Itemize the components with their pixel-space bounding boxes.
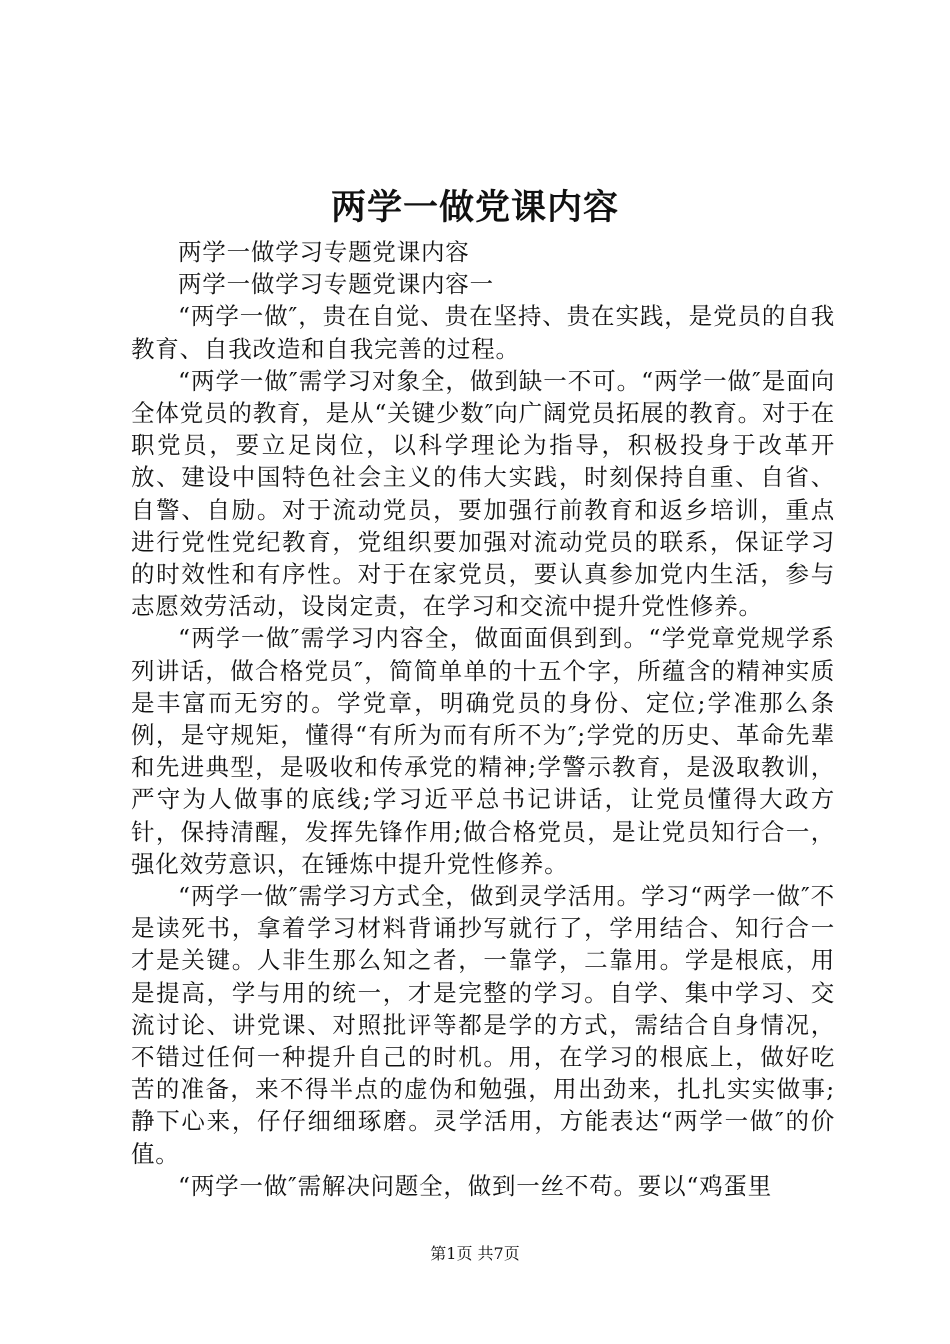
paragraph: “两学一做″需学习方式全，做到灵学活用。学习“两学一做″不是读死书，拿着学习材料背诵抄写就行了，学用结合、知行合一才是关键。人非生那么知之者，一靠学，二靠用。学是根底，用是提高，学与用的统一，才是完整的学习。自学、集中学习、交流讨论、讲党课、对照批评等都是学的方式，需结合自身情况，不错过任何一种提升自己的时机。用，在学习的根底上，做好吃苦的准备，来不得半点的虚伪和勉强，用出劲来，扎扎实实做事;静下心来，仔仔细细琢磨。灵学活用，方能表达“两学一做″的价值。 xyxy=(131,882,835,1168)
paragraph: “两学一做″需学习对象全，做到缺一不可。“两学一做″是面向全体党员的教育，是从“关键少数″向广阔党员拓展的教育。对于在职党员，要立足岗位，以科学理论为指导，积极投身于改革开放、建设中国特色社会主义的伟大实践，时刻保持自重、自省、自警、自励。对于流动党员，要加强行前教育和返乡培训，重点进行党性党纪教育，党组织要加强对流动党员的联系，保证学习的时效性和有序性。对于在家党员，要认真参加党内生活，参与志愿效劳活动，设岗定责，在学习和交流中提升党性修养。 xyxy=(131,366,835,621)
paragraph: 两学一做学习专题党课内容 xyxy=(178,238,470,266)
paragraph: “两学一做″需学习内容全，做面面俱到到。“学党章党规学系列讲话，做合格党员″，简简单单的十五个字，所蕴含的精神实质是丰富而无穷的。学党章，明确党员的身份、定位;学准那么条例，是守规矩，懂得“有所为而有所不为″;学党的历史、革命先辈和先进典型，是吸收和传承党的精神;学警示教育，是汲取教训，严守为人做事的底线;学习近平总书记讲话，让党员懂得大政方针，保持清醒，发挥先锋作用;做合格党员，是让党员知行合一，强化效劳意识，在锤炼中提升党性修养。 xyxy=(131,624,835,878)
paragraph: “两学一做″需解决问题全，做到一丝不苟。要以“鸡蛋里 xyxy=(178,1171,773,1200)
document-title: 两学一做党课内容 xyxy=(330,187,619,228)
document-body xyxy=(131,236,835,1202)
page-footer: 第1页 共7页 xyxy=(430,1244,520,1263)
paragraph: 两学一做学习专题党课内容一 xyxy=(178,270,494,299)
paragraph: “两学一做″，贵在自觉、贵在坚持、贵在实践，是党员的自我教育、自我改造和自我完善的过程。 xyxy=(131,302,835,363)
